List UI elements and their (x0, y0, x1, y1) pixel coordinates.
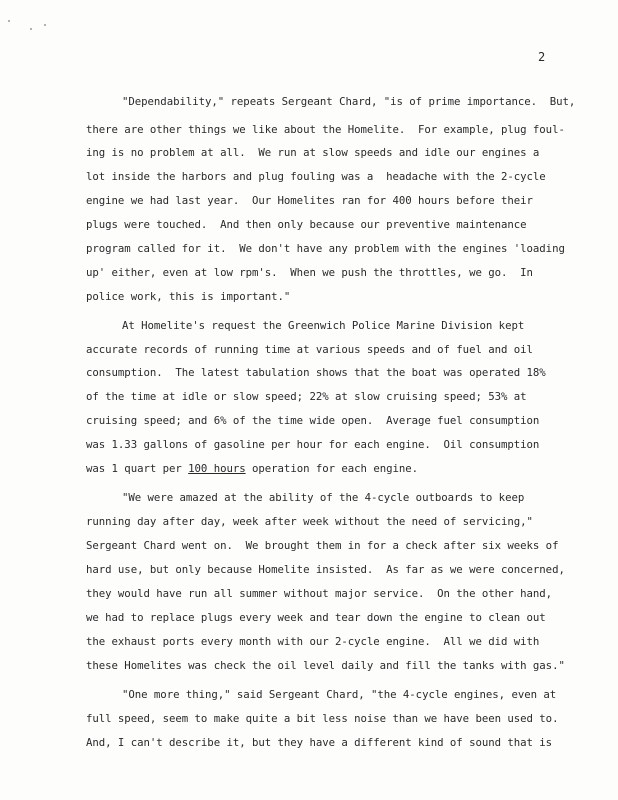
text-line: of the time at idle or slow speed; 22% at slow cruising speed; 53% at (86, 390, 527, 403)
text-line: Sergeant Chard went on. We brought them in for a check after six weeks of (86, 539, 559, 552)
text-segment: operation for each engine. (245, 462, 419, 475)
text-segment: was 1 quart per (86, 462, 189, 475)
text-line: At Homelite's request the Greenwich Police Marine Division kept (122, 319, 525, 332)
text-line: ing is no problem at all. We run at slow speeds and idle our engines a (86, 146, 540, 159)
text-line: accurate records of running time at various speeds and of fuel and oil (86, 343, 533, 356)
page-number: 2 (538, 50, 546, 64)
text-line: police work, this is important." (86, 290, 291, 303)
text-line: lot inside the harbors and plug fouling was a headache with the 2-cycle (86, 170, 546, 183)
text-line: And, I can't describe it, but they have a different kind of sound that is (86, 736, 553, 749)
text-line: "Dependability," repeats Sergeant Chard, "is of prime importance. But, (122, 95, 576, 108)
underlined-text: 100 hours (188, 462, 246, 475)
text-line: full speed, seem to make quite a bit less noise than we have been used to. (86, 712, 559, 725)
text-line: cruising speed; and 6% of the time wide open. Average fuel consumption (86, 414, 540, 427)
text-line: program called for it. We don't have any problem with the engines 'loading (86, 242, 565, 255)
text-line: they would have run all summer without major service. On the other hand, (86, 587, 553, 600)
text-line: plugs were touched. And then only because our preventive maintenance (86, 218, 527, 231)
text-line: the exhaust ports every month with our 2-cycle engine. All we did with (86, 635, 540, 648)
text-line: there are other things we like about the Homelite. For example, plug foul- (86, 123, 565, 136)
text-line: consumption. The latest tabulation shows that the boat was operated 18% (86, 366, 546, 379)
scan-speck (8, 20, 10, 22)
scan-speck (30, 28, 32, 30)
text-line: we had to replace plugs every week and tear down the engine to clean out (86, 611, 546, 624)
text-line: hard use, but only because Homelite insisted. As far as we were concerned, (86, 563, 565, 576)
text-line: up' either, even at low rpm's. When we push the throttles, we go. In (86, 266, 533, 279)
text-line: engine we had last year. Our Homelites ran for 400 hours before their (86, 194, 533, 207)
text-line: running day after day, week after week without the need of servicing," (86, 515, 533, 528)
text-line: "One more thing," said Sergeant Chard, "the 4-cycle engines, even at (122, 688, 557, 701)
scan-speck (44, 24, 46, 26)
text-line: was 1.33 gallons of gasoline per hour for each engine. Oil consumption (86, 438, 540, 451)
text-line-with-underline (86, 462, 418, 475)
text-line: these Homelites was check the oil level daily and fill the tanks with gas." (86, 659, 565, 672)
text-line: "We were amazed at the ability of the 4-cycle outboards to keep (122, 491, 525, 504)
